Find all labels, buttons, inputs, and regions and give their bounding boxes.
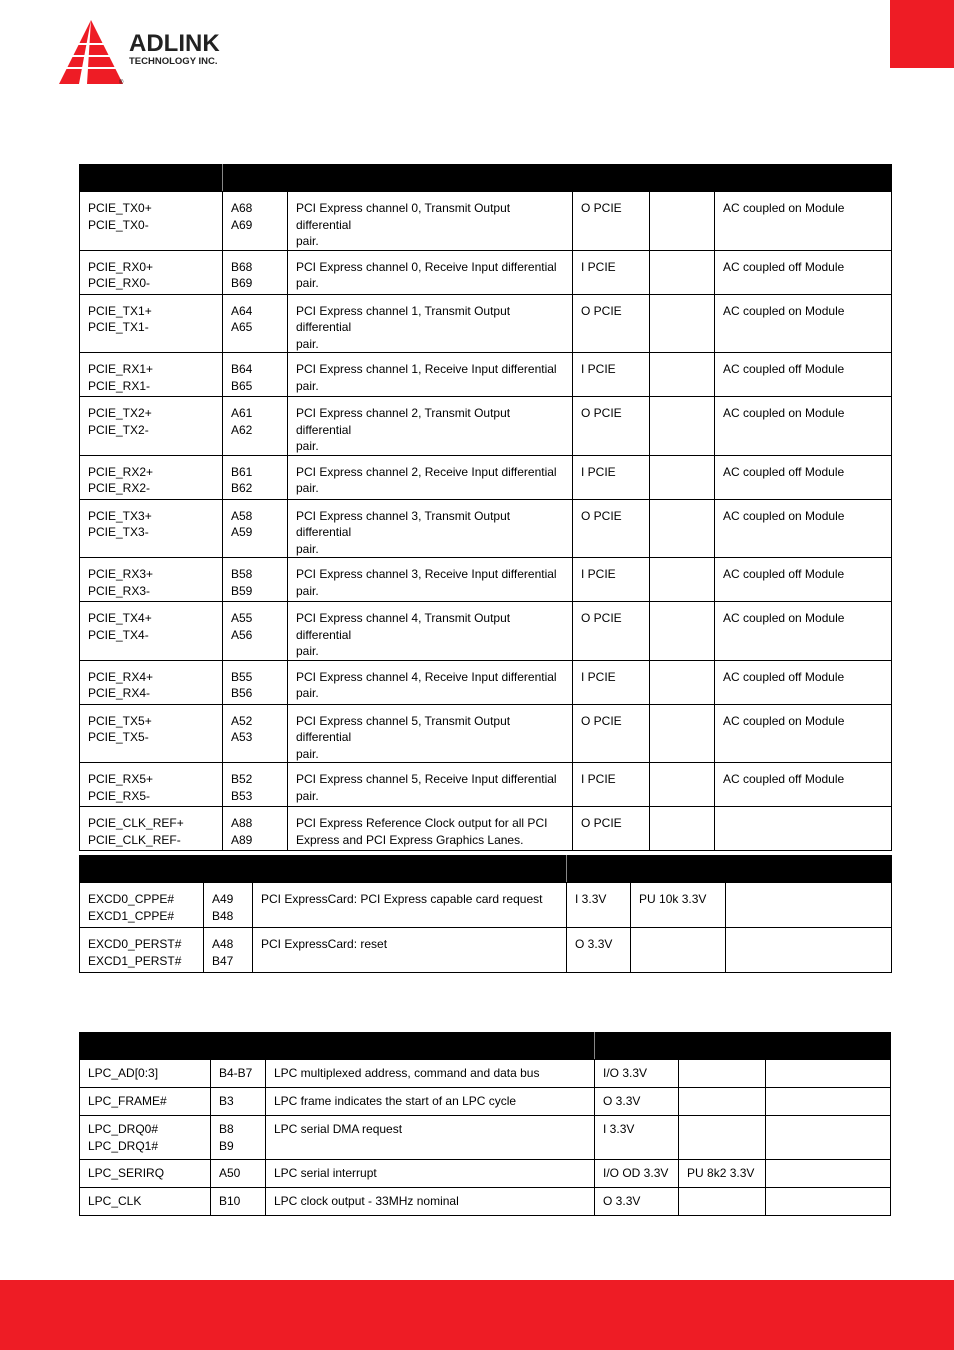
signal-name-cell bbox=[80, 1160, 211, 1188]
io-type-cell: O 3.3V bbox=[595, 1188, 679, 1216]
signal-name-line: PCIE_TX5- bbox=[88, 730, 149, 744]
signal-name-line: PCIE_RX4- bbox=[88, 686, 151, 700]
io-type-cell: I 3.3V bbox=[595, 1116, 679, 1160]
description-cell bbox=[288, 704, 573, 763]
pin-number-line: B9 bbox=[219, 1138, 234, 1153]
signal-name-cell bbox=[80, 192, 223, 251]
description-cell bbox=[266, 1116, 595, 1160]
pin-number-line: B58 bbox=[231, 567, 253, 581]
signal-name-line: EXCD0_PERST# bbox=[88, 937, 182, 951]
table-row bbox=[80, 1088, 891, 1116]
signal-name-line: LPC_FRAME# bbox=[88, 1094, 167, 1108]
signal-name-line: PCIE_TX4- bbox=[88, 627, 149, 642]
pull-up-down-cell bbox=[650, 558, 715, 602]
io-type-cell: O PCIE bbox=[573, 499, 650, 558]
signal-name-line: PCIE_RX5+ bbox=[88, 772, 154, 786]
table-row bbox=[80, 704, 892, 763]
io-type-cell: I PCIE bbox=[573, 763, 650, 807]
pin-number-line: B3 bbox=[219, 1094, 234, 1108]
description-line: PCI Express channel 0, Receive Input differential bbox=[296, 259, 557, 274]
description-cell bbox=[288, 250, 573, 294]
signal-name-line: EXCD1_CPPE# bbox=[88, 908, 175, 923]
table-row bbox=[80, 250, 892, 294]
expresscard-table-body bbox=[80, 856, 892, 973]
io-type-cell: O PCIE bbox=[573, 294, 650, 353]
pin-number-cell bbox=[223, 602, 288, 661]
io-type-cell: I PCIE bbox=[573, 353, 650, 397]
pull-up-down-cell bbox=[650, 397, 715, 456]
table-row bbox=[80, 928, 892, 973]
pin-number-line: B69 bbox=[231, 276, 253, 290]
signal-name-line: PCIE_RX1+ bbox=[88, 362, 154, 376]
comment-cell bbox=[726, 883, 892, 928]
table-row bbox=[80, 660, 892, 704]
signal-name-line: PCIE_TX2- bbox=[88, 422, 149, 437]
expresscard-signal-table bbox=[79, 855, 892, 973]
pin-number-line: B68 bbox=[231, 259, 253, 274]
comment-cell: AC coupled on Module bbox=[715, 397, 892, 456]
pin-number-line: B55 bbox=[231, 669, 253, 684]
pull-up-down-cell bbox=[650, 660, 715, 704]
signal-name-cell bbox=[80, 1088, 211, 1116]
signal-name-line: PCIE_TX1+ bbox=[88, 303, 152, 318]
pin-number-line: A69 bbox=[231, 217, 253, 232]
pin-number-line: A68 bbox=[231, 201, 253, 215]
description-cell bbox=[288, 763, 573, 807]
description-line: pair. bbox=[296, 234, 319, 248]
comment-cell bbox=[766, 1160, 891, 1188]
description-line: pair. bbox=[296, 686, 319, 700]
signal-name-cell bbox=[80, 1188, 211, 1216]
signal-name-cell bbox=[80, 1116, 211, 1160]
description-cell bbox=[288, 397, 573, 456]
comment-cell bbox=[766, 1188, 891, 1216]
comment-cell bbox=[726, 928, 892, 973]
signal-name-cell bbox=[80, 602, 223, 661]
description-line: PCI Express channel 2, Transmit Output differential bbox=[296, 406, 511, 437]
io-type-cell: I/O OD 3.3V bbox=[595, 1160, 679, 1188]
pin-number-line: A52 bbox=[231, 713, 253, 728]
pin-number-cell bbox=[211, 1060, 266, 1088]
comment-cell bbox=[766, 1060, 891, 1088]
description-line: LPC clock output - 33MHz nominal bbox=[274, 1194, 459, 1208]
pin-number-cell bbox=[223, 807, 288, 851]
pull-up-down-cell bbox=[650, 250, 715, 294]
signal-name-line: PCIE_TX2+ bbox=[88, 406, 152, 420]
pin-number-cell bbox=[223, 499, 288, 558]
pull-up-down-cell bbox=[650, 353, 715, 397]
comment-cell: AC coupled on Module bbox=[715, 499, 892, 558]
io-type-cell: I PCIE bbox=[573, 250, 650, 294]
signal-name-cell bbox=[80, 397, 223, 456]
description-line: PCI Express channel 3, Transmit Output differential bbox=[296, 508, 511, 539]
pin-number-line: A50 bbox=[219, 1166, 241, 1180]
pin-number-line: A56 bbox=[231, 627, 253, 642]
table-row bbox=[80, 192, 892, 251]
pull-up-down-cell: PU 8k2 3.3V bbox=[679, 1160, 766, 1188]
table-row bbox=[80, 602, 892, 661]
signal-name-line: PCIE_CLK_REF+ bbox=[88, 816, 184, 830]
table-row bbox=[80, 1060, 891, 1088]
signal-name-line: PCIE_TX3- bbox=[88, 525, 149, 539]
signal-name-line: LPC_AD[0:3] bbox=[88, 1066, 159, 1080]
description-line: pair. bbox=[296, 336, 319, 351]
signal-name-cell bbox=[80, 294, 223, 353]
signal-name-line: PCIE_TX5+ bbox=[88, 713, 152, 728]
adlink-logo bbox=[57, 18, 272, 86]
signal-name-cell bbox=[80, 883, 204, 928]
pull-up-down-cell bbox=[650, 763, 715, 807]
table-header bbox=[80, 165, 892, 192]
pin-number-cell bbox=[211, 1160, 266, 1188]
pin-number-line: B62 bbox=[231, 481, 253, 495]
table-row bbox=[80, 1188, 891, 1216]
signal-name-cell bbox=[80, 704, 223, 763]
lpc-table-body bbox=[80, 1033, 891, 1216]
io-type-cell: O 3.3V bbox=[595, 1088, 679, 1116]
pin-number-line: A58 bbox=[231, 508, 253, 523]
signal-name-line: PCIE_RX2- bbox=[88, 481, 151, 495]
pin-number-line: B10 bbox=[219, 1194, 241, 1208]
signal-name-line: PCIE_RX5- bbox=[88, 788, 151, 803]
pull-up-down-cell bbox=[650, 602, 715, 661]
description-line: LPC serial DMA request bbox=[274, 1122, 403, 1136]
table-header bbox=[80, 856, 892, 883]
pin-number-line: B65 bbox=[231, 378, 253, 393]
description-line: PCI ExpressCard: reset bbox=[261, 937, 388, 951]
table-row bbox=[80, 499, 892, 558]
description-cell bbox=[266, 1188, 595, 1216]
io-type-cell: O PCIE bbox=[573, 704, 650, 763]
pull-up-down-cell bbox=[679, 1116, 766, 1160]
pin-number-cell bbox=[223, 763, 288, 807]
table-row bbox=[80, 558, 892, 602]
description-line: PCI Express channel 1, Transmit Output differential bbox=[296, 303, 511, 334]
pin-number-line: A62 bbox=[231, 422, 253, 437]
description-cell bbox=[266, 1160, 595, 1188]
description-line: PCI Express channel 5, Transmit Output differential bbox=[296, 713, 511, 744]
signal-name-cell bbox=[80, 807, 223, 851]
comment-cell bbox=[766, 1088, 891, 1116]
io-type-cell: I PCIE bbox=[573, 660, 650, 704]
comment-cell: AC coupled on Module bbox=[715, 704, 892, 763]
pin-number-line: A89 bbox=[231, 832, 253, 847]
pull-up-down-cell bbox=[631, 928, 726, 973]
description-line: PCI Express channel 2, Receive Input differential bbox=[296, 464, 557, 479]
signal-name-line: PCIE_TX1- bbox=[88, 320, 149, 334]
pull-up-down-cell bbox=[650, 704, 715, 763]
table-header bbox=[80, 1033, 891, 1060]
signal-name-line: PCIE_TX0- bbox=[88, 217, 149, 232]
io-type-cell: I PCIE bbox=[573, 558, 650, 602]
signal-name-line: PCIE_RX0- bbox=[88, 276, 151, 290]
comment-cell: AC coupled on Module bbox=[715, 602, 892, 661]
comment-cell bbox=[715, 807, 892, 851]
description-line: PCI ExpressCard: PCI Express capable card request bbox=[261, 892, 543, 906]
signal-name-cell bbox=[80, 499, 223, 558]
comment-cell: AC coupled on Module bbox=[715, 192, 892, 251]
pin-number-line: B61 bbox=[231, 464, 253, 479]
pin-number-cell bbox=[204, 928, 253, 973]
pull-up-down-cell bbox=[679, 1188, 766, 1216]
brand-name: ADLINK bbox=[129, 30, 220, 57]
signal-name-line: LPC_DRQ0# bbox=[88, 1122, 159, 1136]
io-type-cell: O PCIE bbox=[573, 192, 650, 251]
description-line: PCI Express channel 0, Transmit Output differential bbox=[296, 201, 511, 232]
pin-number-line: B48 bbox=[212, 908, 234, 923]
pull-up-down-cell bbox=[650, 192, 715, 251]
signal-name-cell bbox=[80, 455, 223, 499]
brand-tagline: TECHNOLOGY INC. bbox=[129, 56, 218, 67]
comment-cell: AC coupled off Module bbox=[715, 763, 892, 807]
pin-number-cell bbox=[223, 704, 288, 763]
table-row bbox=[80, 455, 892, 499]
lpc-signal-table bbox=[79, 1032, 891, 1216]
pull-up-down-cell bbox=[650, 499, 715, 558]
signal-name-line: PCIE_CLK_REF- bbox=[88, 832, 181, 847]
pin-number-cell bbox=[223, 353, 288, 397]
pin-number-line: B59 bbox=[231, 583, 253, 598]
pin-number-cell bbox=[211, 1188, 266, 1216]
description-cell bbox=[288, 353, 573, 397]
description-cell bbox=[288, 294, 573, 353]
description-cell bbox=[253, 928, 567, 973]
pin-number-line: B8 bbox=[219, 1122, 234, 1136]
comment-cell: AC coupled off Module bbox=[715, 353, 892, 397]
pin-number-cell bbox=[211, 1088, 266, 1116]
description-line: LPC multiplexed address, command and data bus bbox=[274, 1066, 540, 1080]
signal-name-cell bbox=[80, 353, 223, 397]
description-line: pair. bbox=[296, 541, 319, 556]
signal-name-cell bbox=[80, 928, 204, 973]
signal-name-line: PCIE_TX0+ bbox=[88, 201, 152, 215]
description-cell bbox=[253, 883, 567, 928]
io-type-cell: O PCIE bbox=[573, 397, 650, 456]
signal-name-line: LPC_DRQ1# bbox=[88, 1138, 159, 1153]
pin-number-line: B52 bbox=[231, 772, 253, 786]
pull-up-down-cell bbox=[650, 455, 715, 499]
pin-number-line: A49 bbox=[212, 892, 234, 906]
comment-cell: AC coupled on Module bbox=[715, 294, 892, 353]
signal-name-cell bbox=[80, 558, 223, 602]
signal-name-line: EXCD1_PERST# bbox=[88, 953, 182, 968]
signal-name-line: PCIE_RX2+ bbox=[88, 464, 154, 479]
table-row bbox=[80, 294, 892, 353]
pin-number-line: B47 bbox=[212, 953, 234, 968]
pull-up-down-cell bbox=[650, 294, 715, 353]
comment-cell: AC coupled off Module bbox=[715, 250, 892, 294]
table-row bbox=[80, 397, 892, 456]
pin-number-cell bbox=[204, 883, 253, 928]
description-cell bbox=[288, 558, 573, 602]
signal-name-line: LPC_CLK bbox=[88, 1194, 142, 1208]
signal-name-line: EXCD0_CPPE# bbox=[88, 892, 175, 906]
signal-name-line: PCIE_TX4+ bbox=[88, 611, 152, 625]
registered-mark: ® bbox=[119, 80, 124, 86]
description-line: pair. bbox=[296, 276, 319, 290]
comment-cell: AC coupled off Module bbox=[715, 558, 892, 602]
table-row bbox=[80, 353, 892, 397]
pin-number-line: B56 bbox=[231, 686, 253, 700]
pin-number-cell bbox=[223, 660, 288, 704]
pcie-table-body bbox=[80, 165, 892, 851]
description-line: LPC serial interrupt bbox=[274, 1166, 377, 1180]
description-line: PCI Express channel 3, Receive Input differential bbox=[296, 567, 557, 581]
pin-number-line: B4-B7 bbox=[219, 1066, 253, 1080]
signal-name-line: PCIE_TX3+ bbox=[88, 508, 152, 523]
pin-number-line: A55 bbox=[231, 611, 253, 625]
description-cell bbox=[288, 499, 573, 558]
signal-name-line: PCIE_RX3- bbox=[88, 583, 151, 598]
description-line: PCI Express channel 4, Transmit Output differential bbox=[296, 611, 511, 642]
comment-cell: AC coupled off Module bbox=[715, 660, 892, 704]
pin-number-cell bbox=[223, 558, 288, 602]
description-line: PCI Express channel 1, Receive Input differential bbox=[296, 362, 557, 376]
signal-name-cell bbox=[80, 660, 223, 704]
pin-number-line: A65 bbox=[231, 320, 253, 334]
description-line: PCI Express channel 4, Receive Input differential bbox=[296, 669, 557, 684]
table-row bbox=[80, 807, 892, 851]
pin-number-line: A64 bbox=[231, 303, 253, 318]
io-type-cell: O PCIE bbox=[573, 807, 650, 851]
description-cell bbox=[288, 602, 573, 661]
signal-name-line: PCIE_RX3+ bbox=[88, 567, 154, 581]
description-cell bbox=[288, 192, 573, 251]
pin-number-line: A48 bbox=[212, 937, 234, 951]
signal-name-cell bbox=[80, 763, 223, 807]
signal-name-line: PCIE_RX1- bbox=[88, 378, 151, 393]
description-cell bbox=[288, 455, 573, 499]
signal-name-cell bbox=[80, 250, 223, 294]
description-line: Express and PCI Express Graphics Lanes. bbox=[296, 832, 524, 847]
description-line: PCI Express Reference Clock output for all PCI bbox=[296, 816, 548, 830]
pin-number-line: A61 bbox=[231, 406, 253, 420]
pin-number-line: A88 bbox=[231, 816, 253, 830]
pin-number-cell bbox=[211, 1116, 266, 1160]
description-line: pair. bbox=[296, 481, 319, 495]
description-line: pair. bbox=[296, 378, 319, 393]
description-cell bbox=[288, 660, 573, 704]
description-cell bbox=[288, 807, 573, 851]
io-type-cell: I 3.3V bbox=[567, 883, 631, 928]
comment-cell bbox=[766, 1116, 891, 1160]
pull-up-down-cell bbox=[650, 807, 715, 851]
description-line: pair. bbox=[296, 644, 319, 658]
pin-number-line: A53 bbox=[231, 730, 253, 744]
signal-name-cell bbox=[80, 1060, 211, 1088]
pull-up-down-cell bbox=[679, 1060, 766, 1088]
io-type-cell: I PCIE bbox=[573, 455, 650, 499]
pull-up-down-cell bbox=[679, 1088, 766, 1116]
io-type-cell: O PCIE bbox=[573, 602, 650, 661]
description-line: pair. bbox=[296, 746, 319, 761]
pin-number-cell bbox=[223, 192, 288, 251]
description-line: pair. bbox=[296, 583, 319, 598]
pin-number-cell bbox=[223, 397, 288, 456]
pcie-signal-table bbox=[79, 164, 892, 851]
pull-up-down-cell: PU 10k 3.3V bbox=[631, 883, 726, 928]
corner-tab bbox=[890, 0, 954, 68]
pin-number-cell bbox=[223, 294, 288, 353]
signal-name-line: PCIE_RX0+ bbox=[88, 259, 154, 274]
description-cell bbox=[266, 1060, 595, 1088]
table-row bbox=[80, 883, 892, 928]
pin-number-line: B64 bbox=[231, 362, 253, 376]
pin-number-line: B53 bbox=[231, 788, 253, 803]
description-line: LPC frame indicates the start of an LPC cycle bbox=[274, 1094, 517, 1108]
pin-number-cell bbox=[223, 455, 288, 499]
io-type-cell: O 3.3V bbox=[567, 928, 631, 973]
signal-name-line: LPC_SERIRQ bbox=[88, 1166, 165, 1180]
table-row bbox=[80, 1116, 891, 1160]
description-cell bbox=[266, 1088, 595, 1116]
pin-number-line: A59 bbox=[231, 525, 253, 539]
footer-bar bbox=[0, 1280, 954, 1350]
description-line: PCI Express channel 5, Receive Input differential bbox=[296, 772, 557, 786]
table-row bbox=[80, 763, 892, 807]
description-line: pair. bbox=[296, 788, 319, 803]
comment-cell: AC coupled off Module bbox=[715, 455, 892, 499]
io-type-cell: I/O 3.3V bbox=[595, 1060, 679, 1088]
description-line: pair. bbox=[296, 439, 319, 453]
pin-number-cell bbox=[223, 250, 288, 294]
table-row bbox=[80, 1160, 891, 1188]
signal-name-line: PCIE_RX4+ bbox=[88, 669, 154, 684]
